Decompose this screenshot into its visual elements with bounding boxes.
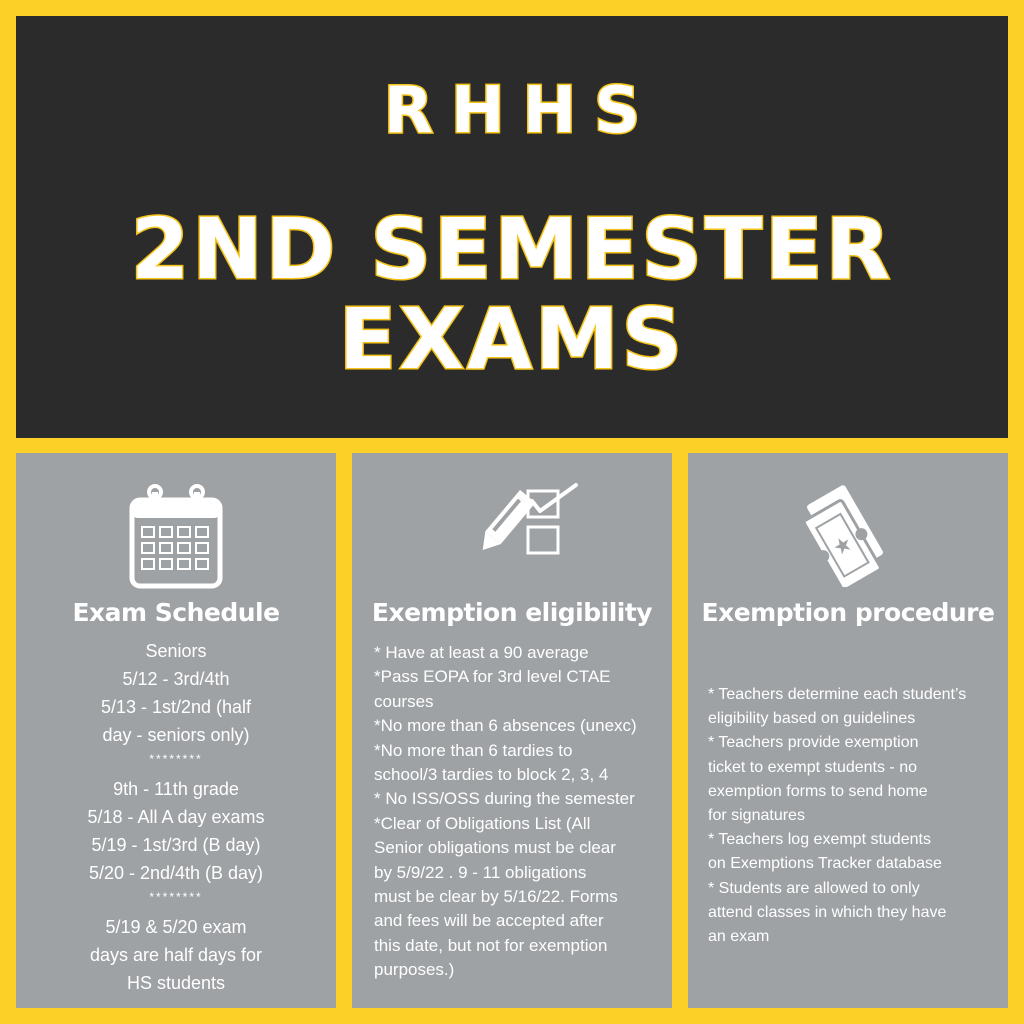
schedule-line: 5/19 & 5/20 exam [105, 917, 247, 937]
exam-schedule-title: Exam Schedule [72, 598, 280, 627]
title-line-2: EXAMS [338, 290, 686, 388]
schedule-line: 5/19 - 1st/3rd (B day) [91, 835, 261, 855]
exemption-eligibility-title: Exemption eligibility [371, 598, 653, 627]
schedule-line: day - seniors only) [102, 725, 250, 745]
checklist-icon [480, 483, 580, 559]
procedure-line: * Teachers log exempt students [708, 831, 931, 849]
schedule-line: 5/13 - 1st/2nd (half [100, 697, 252, 717]
eligibility-line: *Pass EOPA for 3rd level CTAE [374, 667, 611, 687]
eligibility-line: purposes.) [374, 960, 455, 980]
school-name: RHHS [383, 74, 659, 148]
title-line-1: 2ND SEMESTER [130, 200, 894, 298]
schedule-line: HS students [126, 973, 226, 993]
procedure-line: attend classes in which they have [708, 903, 947, 921]
schedule-divider: ******** [149, 752, 203, 766]
exam-schedule-panel [16, 453, 336, 1008]
procedure-line: ticket to exempt students - no [708, 758, 917, 776]
eligibility-line: by 5/9/22 . 9 - 11 obligations [374, 862, 587, 882]
eligibility-line: * No ISS/OSS during the semester [374, 789, 635, 809]
eligibility-line: and fees will be accepted after [374, 911, 604, 931]
eligibility-line: *Clear of Obligations List (All [374, 813, 591, 833]
schedule-line: Seniors [145, 641, 207, 661]
eligibility-line: *No more than 6 tardies to [374, 740, 573, 760]
procedure-line: exemption forms to send home [708, 782, 928, 800]
eligibility-line: courses [374, 691, 434, 711]
procedure-line: * Teachers determine each student’s [708, 686, 967, 703]
eligibility-list [374, 641, 668, 983]
schedule-line: 5/20 - 2nd/4th (B day) [88, 863, 264, 883]
schedule-line: days are half days for [89, 945, 263, 965]
exemption-procedure-title: Exemption procedure [701, 598, 995, 627]
calendar-icon [129, 484, 223, 590]
eligibility-line: *No more than 6 absences (unexc) [374, 716, 637, 736]
procedure-line: * Students are allowed to only [708, 879, 920, 897]
exemption-procedure-panel [688, 453, 1008, 1008]
eligibility-line: Senior obligations must be clear [374, 838, 616, 858]
exam-schedule-list [16, 637, 336, 997]
procedure-line: eligibility based on guidelines [708, 710, 916, 728]
eligibility-line: this date, but not for exemption [374, 935, 608, 955]
eligibility-line: school/3 tardies to block 2, 3, 4 [374, 765, 609, 785]
schedule-line: 9th - 11th grade [113, 779, 239, 799]
schedule-line: 5/18 - All A day exams [87, 807, 265, 827]
exemption-eligibility-panel [352, 453, 672, 1008]
schedule-divider: ******** [149, 890, 203, 904]
procedure-line: * Teachers provide exemption [708, 734, 919, 752]
header-banner [16, 16, 1008, 438]
procedure-line: for signatures [708, 807, 805, 825]
procedure-line: an exam [708, 928, 770, 946]
eligibility-line: * Have at least a 90 average [374, 643, 589, 662]
schedule-line: 5/12 - 3rd/4th [122, 669, 230, 689]
eligibility-line: must be clear by 5/16/22. Forms [374, 887, 618, 907]
tickets-icon [800, 483, 896, 587]
page-title [16, 200, 1008, 388]
procedure-line: on Exemptions Tracker database [708, 855, 942, 873]
procedure-list [708, 683, 998, 949]
